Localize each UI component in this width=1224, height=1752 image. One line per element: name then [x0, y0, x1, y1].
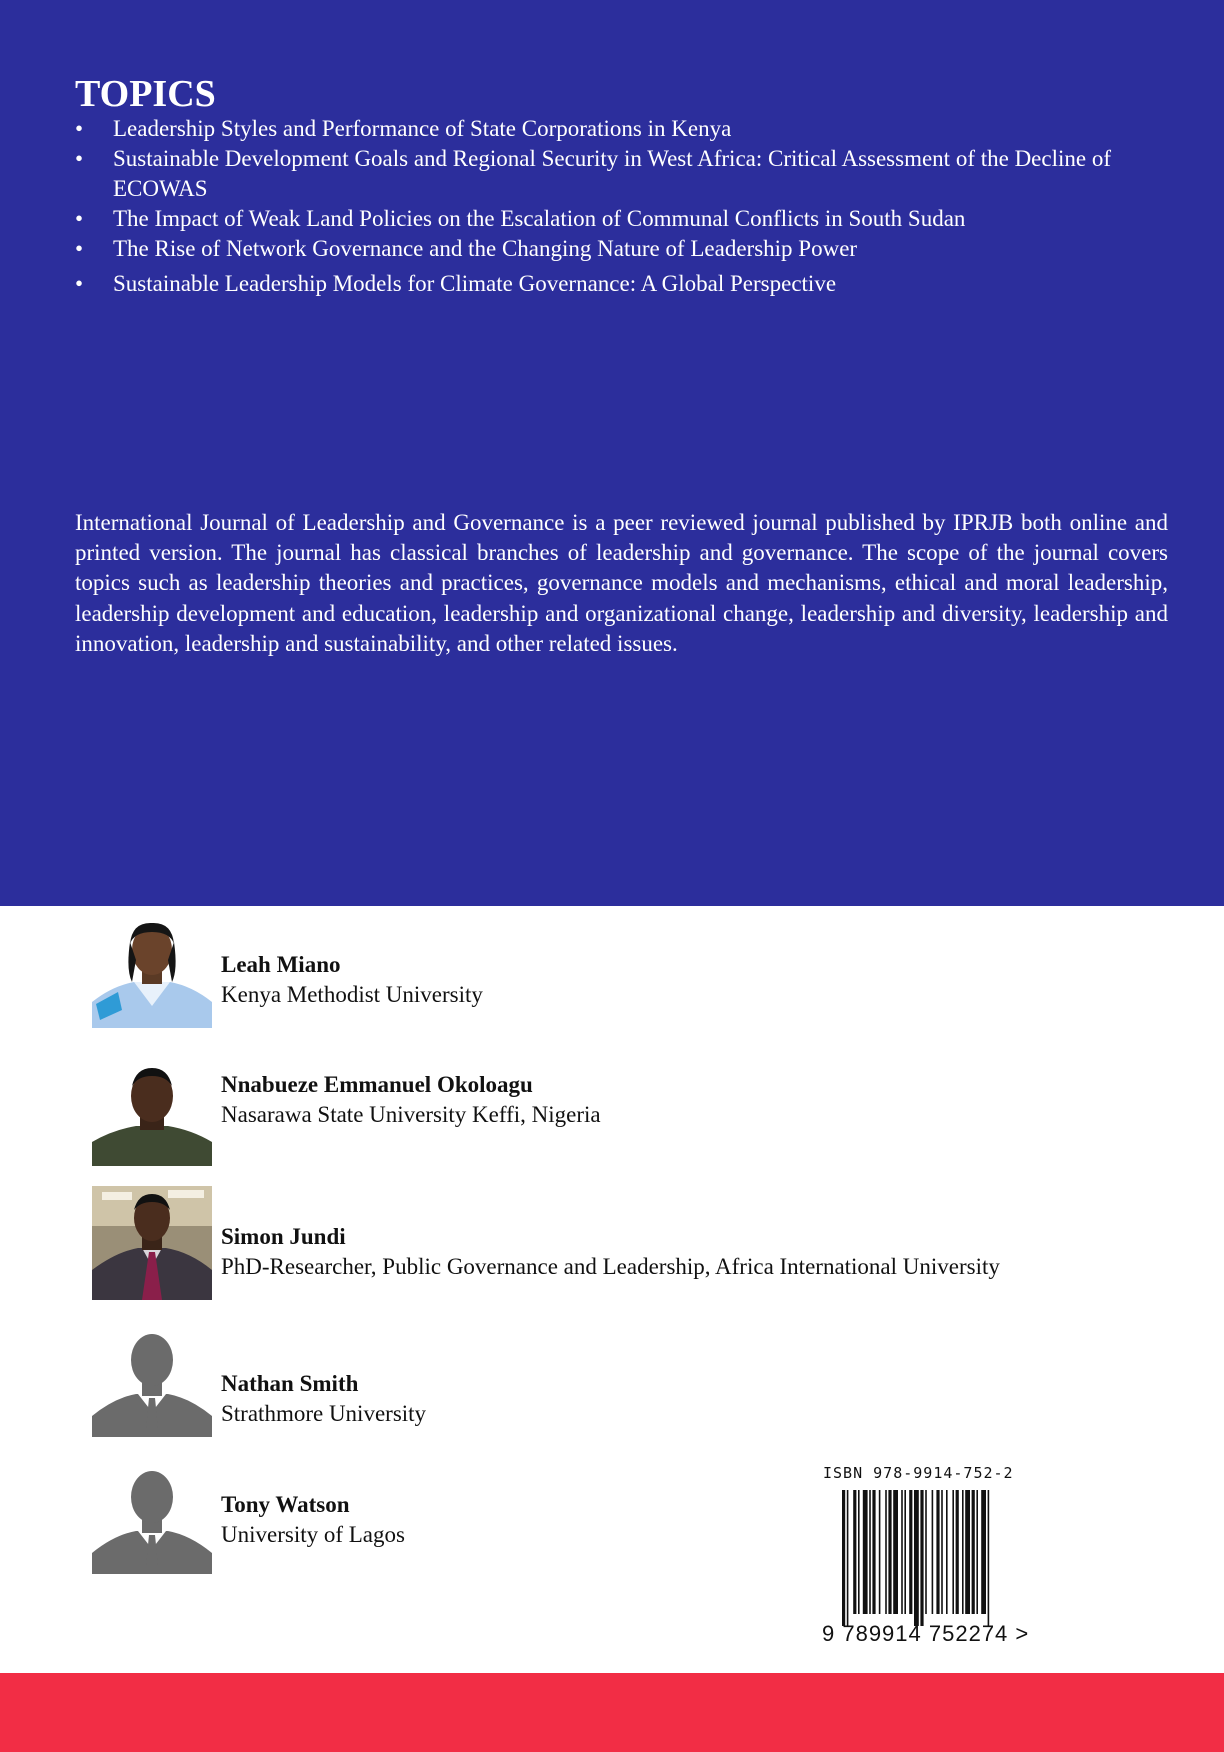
barcode-bar [914, 1490, 919, 1626]
topic-item: • Sustainable Development Goals and Regional Security in West Africa: Critical Assessment of the Decline of ECOWAS [75, 144, 1185, 204]
barcode-bar [941, 1490, 943, 1614]
barcode-bar [847, 1490, 849, 1626]
author-photo [92, 1186, 212, 1300]
author-entry [92, 1060, 1092, 1178]
barcode-bar [888, 1490, 891, 1614]
barcode-bar [936, 1490, 939, 1614]
author-name: Tony Watson [221, 1492, 350, 1517]
barcode-bars-icon [842, 1490, 1032, 1626]
barcode-bar [965, 1490, 970, 1614]
barcode-bar [925, 1490, 927, 1614]
author-info [221, 1490, 405, 1550]
author-affiliation: Strathmore University [221, 1401, 427, 1426]
author-name: Simon Jundi [221, 1224, 346, 1249]
isbn-barcode [820, 1464, 1050, 1646]
topic-item: • Sustainable Leadership Models for Climate Governance: A Global Perspective [75, 269, 1185, 299]
topics-list [75, 114, 1185, 299]
barcode-bar [952, 1490, 954, 1614]
barcode-bar [853, 1490, 856, 1614]
isbn-label: ISBN 978-9914-752-2 [823, 1464, 1014, 1482]
barcode-bar [962, 1490, 964, 1614]
author-name: Leah Miano [221, 952, 341, 977]
barcode-bar [909, 1490, 912, 1614]
journal-description: International Journal of Leadership and Governance is a peer reviewed journal published by IPRJB both online and printed version. The journal has classical branches of leadership and governance. The scope of the journal covers topics such as leadership theories and practices, governance models and mechanisms, ethical and moral leadership, leadership development and education, leadership and organizational change, leadership and diversity, leadership and innovation, leadership and sustainability, and other related issues. [75, 510, 1168, 656]
author-entry [92, 920, 1092, 1038]
barcode-bar [972, 1490, 975, 1614]
author-info [221, 1070, 601, 1130]
barcode-bar [872, 1490, 875, 1614]
author-photo [92, 1062, 212, 1166]
topic-item: • The Rise of Network Governance and the Changing Nature of Leadership Power [75, 234, 1185, 264]
barcode-bar [869, 1490, 871, 1614]
author-silhouette-icon [92, 1332, 212, 1437]
author-info [221, 1369, 426, 1429]
barcode-bar [981, 1490, 986, 1614]
author-affiliation: Kenya Methodist University [221, 982, 483, 1007]
topic-item: • Leadership Styles and Performance of State Corporations in Kenya [75, 114, 1185, 144]
author-name: Nathan Smith [221, 1371, 359, 1396]
barcode-bar [901, 1490, 903, 1614]
author-name: Nnabueze Emmanuel Okoloagu [221, 1072, 533, 1097]
author-photo [92, 920, 212, 1028]
barcode-bar [920, 1490, 923, 1626]
author-affiliation: PhD-Researcher, Public Governance and Leadership, Africa International University [221, 1254, 1000, 1279]
author-entry [92, 1186, 1092, 1304]
barcode-bar [946, 1490, 948, 1614]
author-info [221, 950, 483, 1010]
barcode-bar [858, 1490, 860, 1614]
topics-heading: TOPICS [75, 73, 216, 115]
barcode-bar [904, 1490, 906, 1614]
barcode-bar [932, 1490, 934, 1614]
bottom-color-band [0, 1673, 1224, 1752]
author-silhouette-icon [92, 1468, 212, 1574]
barcode-bar [863, 1490, 868, 1614]
author-info [221, 1222, 1000, 1282]
barcode-bar [956, 1490, 959, 1614]
barcode-bar [893, 1490, 898, 1614]
barcode-bar [976, 1490, 978, 1614]
author-entry [92, 1332, 1092, 1450]
barcode-bar [879, 1490, 881, 1614]
topic-item: • The Impact of Weak Land Policies on the Escalation of Communal Conflicts in South Sudan [75, 204, 1185, 234]
barcode-bar [988, 1490, 990, 1626]
barcode-bar [885, 1490, 887, 1614]
author-affiliation: University of Lagos [221, 1522, 405, 1547]
barcode-digits: 9 789914 752274 > [822, 1621, 1030, 1646]
barcode-bar [842, 1490, 845, 1626]
author-affiliation: Nasarawa State University Keffi, Nigeria [221, 1102, 601, 1127]
